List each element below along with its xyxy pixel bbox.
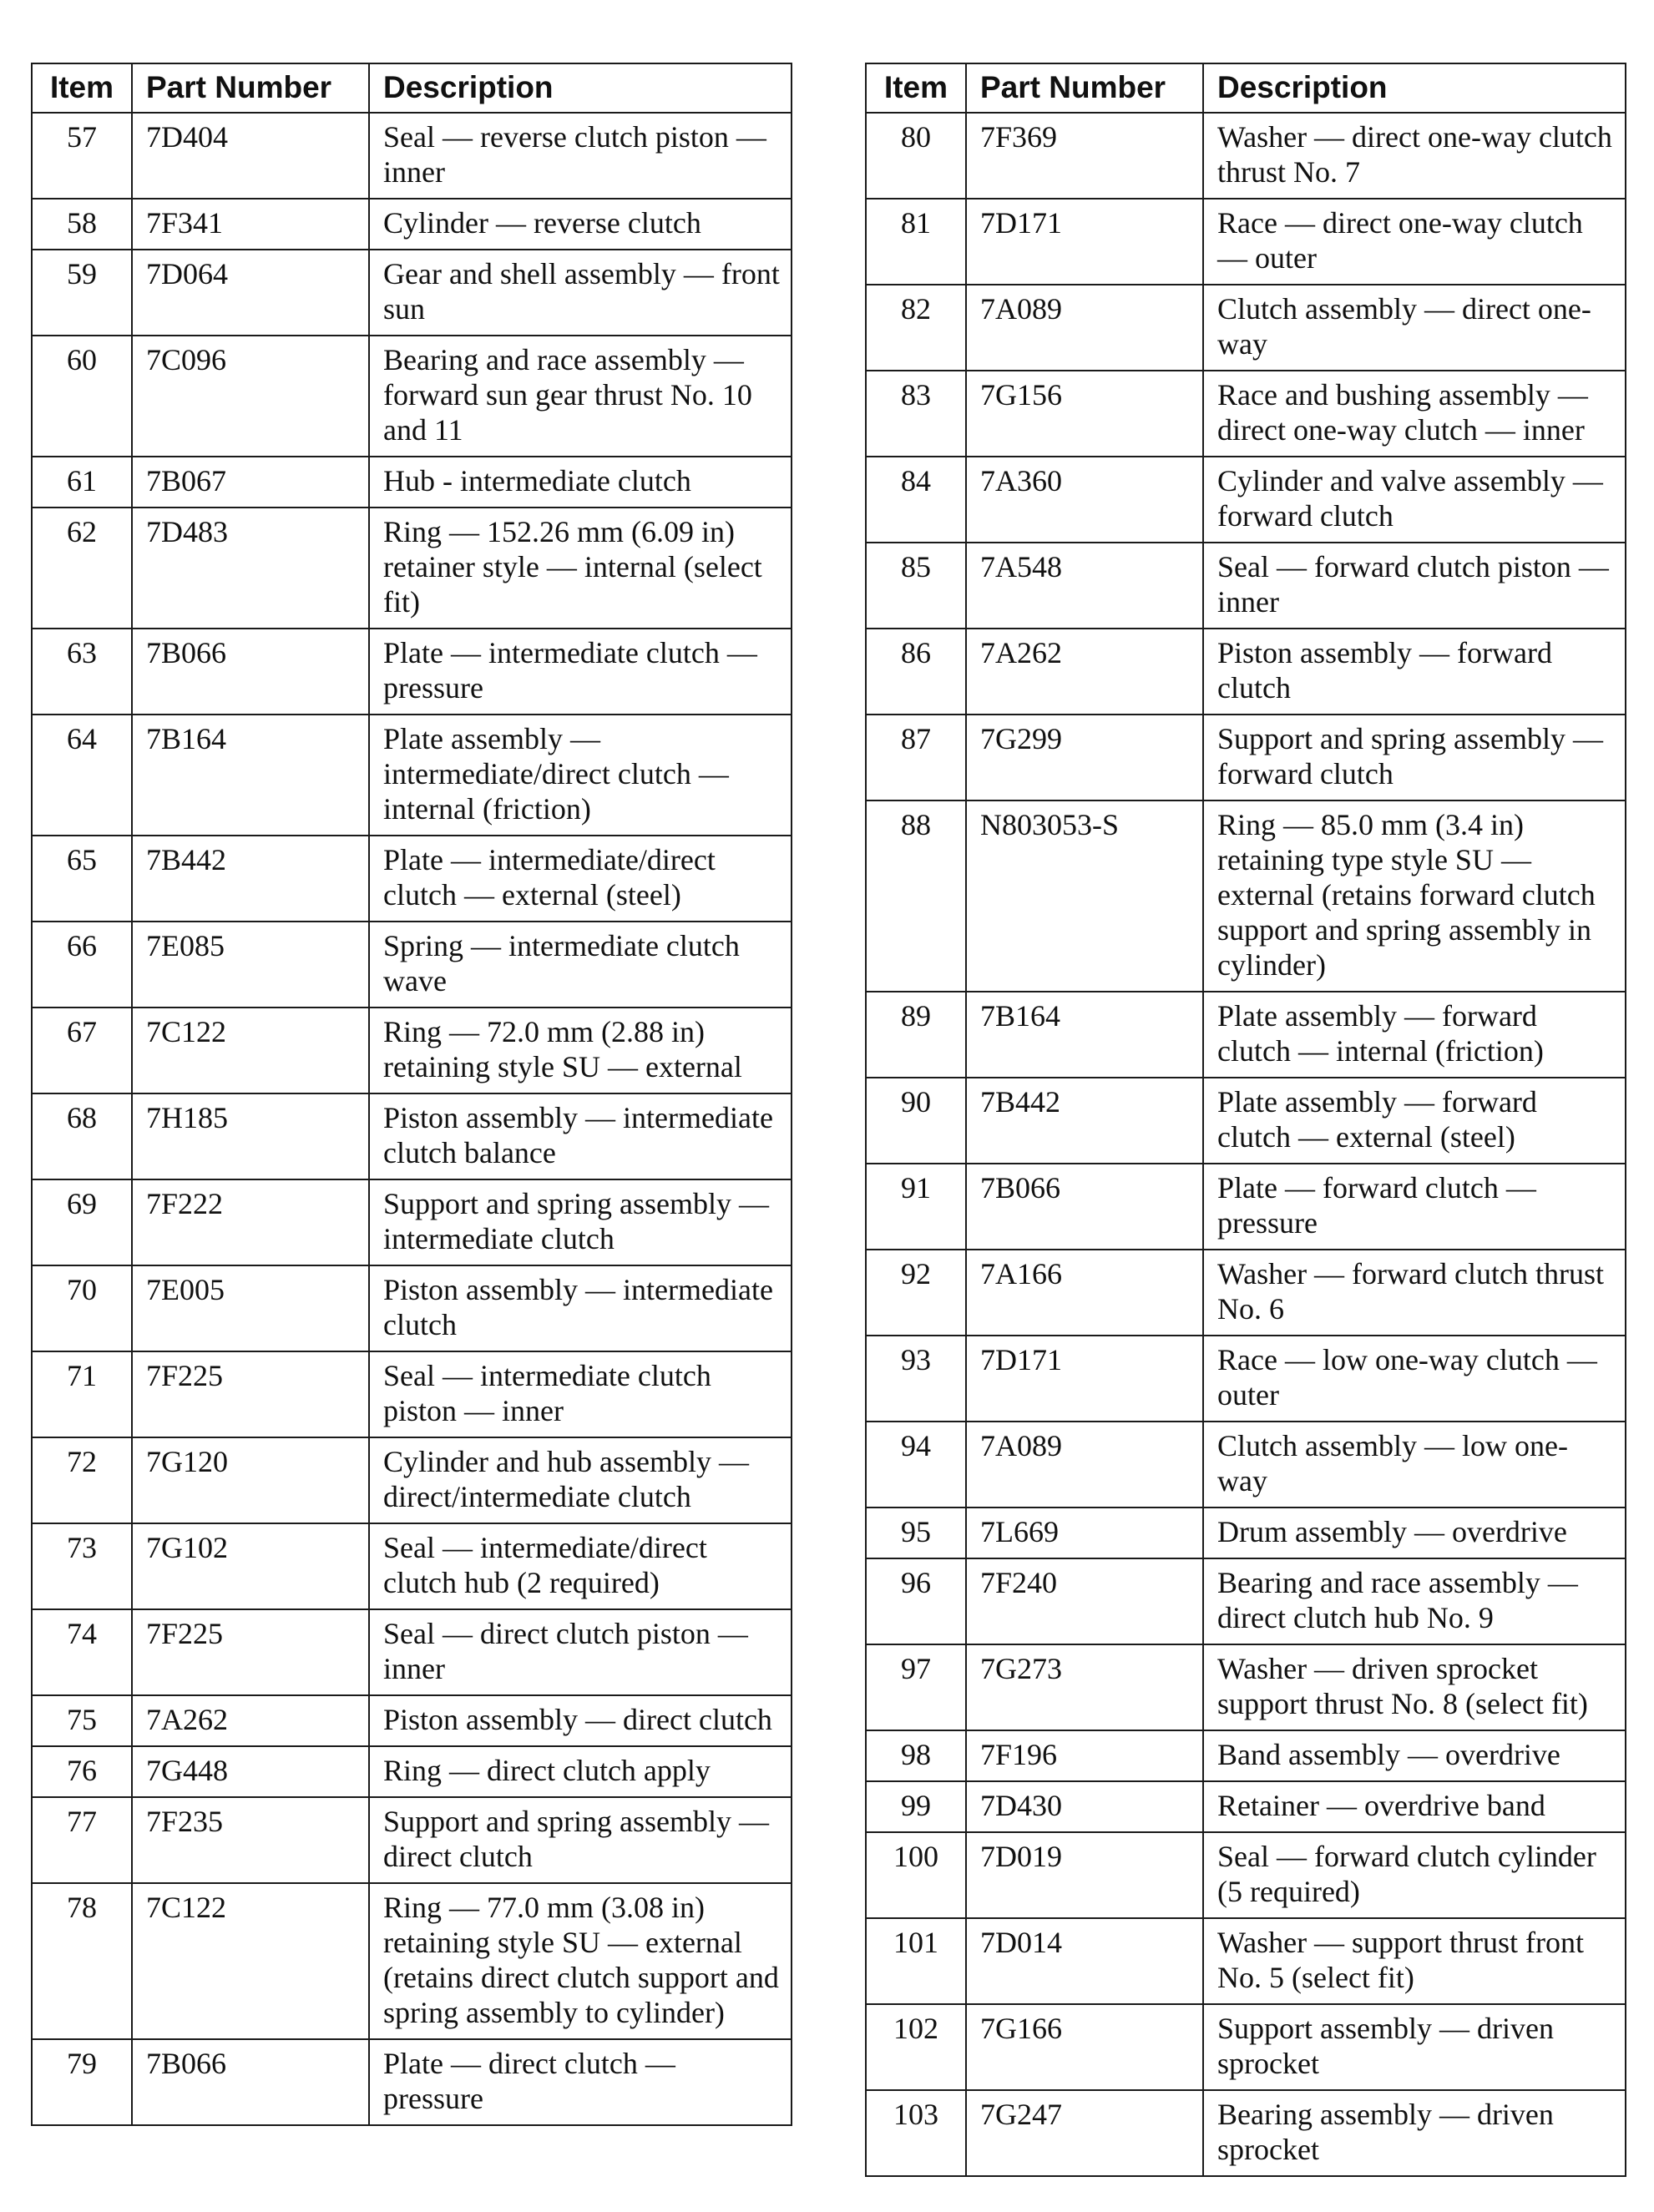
description-cell: Retainer — overdrive band <box>1203 1781 1626 1832</box>
table-row <box>866 1644 1626 1730</box>
part-number-cell: 7H185 <box>132 1093 369 1179</box>
part-number-cell: 7A166 <box>966 1250 1203 1336</box>
part-number-cell: N803053-S <box>966 800 1203 992</box>
table-row <box>866 1781 1626 1832</box>
description-cell: Washer — forward clutch thrust No. 6 <box>1203 1250 1626 1336</box>
part-number-cell: 7B164 <box>132 715 369 836</box>
description-cell: Ring — 152.26 mm (6.09 in) retainer style — internal (select fit) <box>369 508 792 629</box>
table-row <box>32 1609 792 1695</box>
table-row <box>866 800 1626 992</box>
header-description: Description <box>1203 63 1626 113</box>
item-cell: 73 <box>32 1523 132 1609</box>
item-cell: 63 <box>32 629 132 715</box>
part-number-cell: 7F225 <box>132 1351 369 1437</box>
part-number-cell: 7D171 <box>966 199 1203 285</box>
part-number-cell: 7C096 <box>132 336 369 457</box>
item-cell: 99 <box>866 1781 966 1832</box>
parts-table-right <box>865 63 1626 2177</box>
table-row <box>866 1832 1626 1918</box>
item-cell: 65 <box>32 836 132 922</box>
part-number-cell: 7E005 <box>132 1265 369 1351</box>
description-cell: Ring — direct clutch apply <box>369 1746 792 1797</box>
part-number-cell: 7G247 <box>966 2090 1203 2176</box>
description-cell: Ring — 72.0 mm (2.88 in) retaining style SU — external <box>369 1008 792 1093</box>
item-cell: 88 <box>866 800 966 992</box>
item-cell: 62 <box>32 508 132 629</box>
header-description: Description <box>369 63 792 113</box>
header-item: Item <box>866 63 966 113</box>
table-row <box>32 336 792 457</box>
description-cell: Bearing assembly — driven sprocket <box>1203 2090 1626 2176</box>
description-cell: Washer — support thrust front No. 5 (select fit) <box>1203 1918 1626 2004</box>
item-cell: 97 <box>866 1644 966 1730</box>
description-cell: Support and spring assembly — direct clutch <box>369 1797 792 1883</box>
item-cell: 93 <box>866 1336 966 1422</box>
part-number-cell: 7B442 <box>966 1078 1203 1164</box>
item-cell: 101 <box>866 1918 966 2004</box>
table-row <box>32 1179 792 1265</box>
table-row <box>32 1883 792 2039</box>
table-row <box>32 1093 792 1179</box>
description-cell: Support and spring assembly — intermediate clutch <box>369 1179 792 1265</box>
item-cell: 68 <box>32 1093 132 1179</box>
description-cell: Seal — reverse clutch piston — inner <box>369 113 792 199</box>
item-cell: 92 <box>866 1250 966 1336</box>
part-number-cell: 7A262 <box>132 1695 369 1746</box>
table-body-right <box>866 113 1626 2176</box>
part-number-cell: 7D483 <box>132 508 369 629</box>
part-number-cell: 7D430 <box>966 1781 1203 1832</box>
description-cell: Cylinder and valve assembly — forward clutch <box>1203 457 1626 543</box>
description-cell: Support and spring assembly — forward clutch <box>1203 715 1626 800</box>
table-row <box>32 113 792 199</box>
part-number-cell: 7C122 <box>132 1883 369 2039</box>
table-row <box>866 2004 1626 2090</box>
item-cell: 67 <box>32 1008 132 1093</box>
description-cell: Band assembly — overdrive <box>1203 1730 1626 1781</box>
table-row <box>866 629 1626 715</box>
table-row <box>866 2090 1626 2176</box>
description-cell: Plate assembly — forward clutch — external (steel) <box>1203 1078 1626 1164</box>
part-number-cell: 7B067 <box>132 457 369 508</box>
table-row <box>32 1523 792 1609</box>
part-number-cell: 7F235 <box>132 1797 369 1883</box>
part-number-cell: 7G156 <box>966 371 1203 457</box>
description-cell: Hub - intermediate clutch <box>369 457 792 508</box>
item-cell: 74 <box>32 1609 132 1695</box>
table-row <box>32 1437 792 1523</box>
part-number-cell: 7G299 <box>966 715 1203 800</box>
description-cell: Seal — intermediate clutch piston — inner <box>369 1351 792 1437</box>
part-number-cell: 7G102 <box>132 1523 369 1609</box>
description-cell: Clutch assembly — low one-way <box>1203 1422 1626 1507</box>
table-row <box>32 1797 792 1883</box>
part-number-cell: 7B066 <box>132 2039 369 2125</box>
item-cell: 57 <box>32 113 132 199</box>
item-cell: 95 <box>866 1507 966 1558</box>
item-cell: 91 <box>866 1164 966 1250</box>
description-cell: Support assembly — driven sprocket <box>1203 2004 1626 2090</box>
table-row <box>866 1422 1626 1507</box>
description-cell: Gear and shell assembly — front sun <box>369 250 792 336</box>
description-cell: Plate — forward clutch — pressure <box>1203 1164 1626 1250</box>
table-row <box>866 199 1626 285</box>
table-row <box>32 508 792 629</box>
item-cell: 83 <box>866 371 966 457</box>
part-number-cell: 7B066 <box>132 629 369 715</box>
part-number-cell: 7B164 <box>966 992 1203 1078</box>
table-row <box>32 1695 792 1746</box>
part-number-cell: 7L669 <box>966 1507 1203 1558</box>
item-cell: 84 <box>866 457 966 543</box>
item-cell: 69 <box>32 1179 132 1265</box>
header-part-number: Part Number <box>966 63 1203 113</box>
description-cell: Plate — intermediate/direct clutch — external (steel) <box>369 836 792 922</box>
item-cell: 96 <box>866 1558 966 1644</box>
item-cell: 71 <box>32 1351 132 1437</box>
table-row <box>32 457 792 508</box>
table-row <box>32 715 792 836</box>
header-part-number: Part Number <box>132 63 369 113</box>
table-row <box>866 1250 1626 1336</box>
table-row <box>866 1078 1626 1164</box>
table-row <box>32 1351 792 1437</box>
header-item: Item <box>32 63 132 113</box>
table-body-left <box>32 113 792 2125</box>
part-number-cell: 7F222 <box>132 1179 369 1265</box>
table-row <box>32 1265 792 1351</box>
item-cell: 76 <box>32 1746 132 1797</box>
part-number-cell: 7F240 <box>966 1558 1203 1644</box>
description-cell: Ring — 77.0 mm (3.08 in) retaining style SU — external (retains direct clutch support and spring assembly to cylinder) <box>369 1883 792 2039</box>
item-cell: 75 <box>32 1695 132 1746</box>
item-cell: 102 <box>866 2004 966 2090</box>
item-cell: 66 <box>32 922 132 1008</box>
item-cell: 85 <box>866 543 966 629</box>
part-number-cell: 7F225 <box>132 1609 369 1695</box>
description-cell: Race — low one-way clutch — outer <box>1203 1336 1626 1422</box>
item-cell: 89 <box>866 992 966 1078</box>
item-cell: 100 <box>866 1832 966 1918</box>
description-cell: Cylinder — reverse clutch <box>369 199 792 250</box>
description-cell: Race and bushing assembly — direct one-way clutch — inner <box>1203 371 1626 457</box>
part-number-cell: 7A262 <box>966 629 1203 715</box>
table-row <box>866 543 1626 629</box>
table-row <box>866 715 1626 800</box>
part-number-cell: 7F341 <box>132 199 369 250</box>
description-cell: Plate assembly — intermediate/direct clutch — internal (friction) <box>369 715 792 836</box>
description-cell: Bearing and race assembly — forward sun gear thrust No. 10 and 11 <box>369 336 792 457</box>
table-row <box>32 1008 792 1093</box>
part-number-cell: 7D014 <box>966 1918 1203 2004</box>
table-row <box>32 1746 792 1797</box>
description-cell: Seal — forward clutch cylinder (5 required) <box>1203 1832 1626 1918</box>
table-row <box>32 250 792 336</box>
description-cell: Seal — forward clutch piston — inner <box>1203 543 1626 629</box>
item-cell: 80 <box>866 113 966 199</box>
item-cell: 72 <box>32 1437 132 1523</box>
item-cell: 61 <box>32 457 132 508</box>
item-cell: 64 <box>32 715 132 836</box>
description-cell: Seal — direct clutch piston — inner <box>369 1609 792 1695</box>
table-row <box>866 1336 1626 1422</box>
item-cell: 90 <box>866 1078 966 1164</box>
part-number-cell: 7C122 <box>132 1008 369 1093</box>
description-cell: Plate assembly — forward clutch — internal (friction) <box>1203 992 1626 1078</box>
description-cell: Spring — intermediate clutch wave <box>369 922 792 1008</box>
part-number-cell: 7D019 <box>966 1832 1203 1918</box>
description-cell: Plate — intermediate clutch — pressure <box>369 629 792 715</box>
description-cell: Cylinder and hub assembly — direct/intermediate clutch <box>369 1437 792 1523</box>
table-row <box>32 922 792 1008</box>
description-cell: Washer — direct one-way clutch thrust No. 7 <box>1203 113 1626 199</box>
part-number-cell: 7G166 <box>966 2004 1203 2090</box>
part-number-cell: 7A089 <box>966 285 1203 371</box>
part-number-cell: 7G273 <box>966 1644 1203 1730</box>
table-row <box>32 2039 792 2125</box>
part-number-cell: 7D064 <box>132 250 369 336</box>
table-row <box>866 1730 1626 1781</box>
header-row <box>32 63 792 113</box>
description-cell: Washer — driven sprocket support thrust No. 8 (select fit) <box>1203 1644 1626 1730</box>
part-number-cell: 7B442 <box>132 836 369 922</box>
table-row <box>866 371 1626 457</box>
description-cell: Seal — intermediate/direct clutch hub (2 required) <box>369 1523 792 1609</box>
table-row <box>32 629 792 715</box>
description-cell: Piston assembly — intermediate clutch <box>369 1265 792 1351</box>
part-number-cell: 7B066 <box>966 1164 1203 1250</box>
table-row <box>866 1507 1626 1558</box>
parts-table-left <box>31 63 792 2126</box>
table-row <box>866 285 1626 371</box>
item-cell: 103 <box>866 2090 966 2176</box>
description-cell: Clutch assembly — direct one-way <box>1203 285 1626 371</box>
item-cell: 77 <box>32 1797 132 1883</box>
part-number-cell: 7A360 <box>966 457 1203 543</box>
item-cell: 60 <box>32 336 132 457</box>
table-row <box>866 1164 1626 1250</box>
part-number-cell: 7D404 <box>132 113 369 199</box>
table-row <box>32 199 792 250</box>
description-cell: Plate — direct clutch — pressure <box>369 2039 792 2125</box>
description-cell: Race — direct one-way clutch — outer <box>1203 199 1626 285</box>
table-row <box>866 1918 1626 2004</box>
item-cell: 79 <box>32 2039 132 2125</box>
item-cell: 94 <box>866 1422 966 1507</box>
part-number-cell: 7E085 <box>132 922 369 1008</box>
description-cell: Ring — 85.0 mm (3.4 in) retaining type style SU — external (retains forward clutch support and spring assembly in cylinder) <box>1203 800 1626 992</box>
table-row <box>32 836 792 922</box>
item-cell: 58 <box>32 199 132 250</box>
item-cell: 81 <box>866 199 966 285</box>
item-cell: 82 <box>866 285 966 371</box>
description-cell: Bearing and race assembly — direct clutch hub No. 9 <box>1203 1558 1626 1644</box>
item-cell: 78 <box>32 1883 132 2039</box>
item-cell: 59 <box>32 250 132 336</box>
description-cell: Drum assembly — overdrive <box>1203 1507 1626 1558</box>
description-cell: Piston assembly — direct clutch <box>369 1695 792 1746</box>
part-number-cell: 7A089 <box>966 1422 1203 1507</box>
part-number-cell: 7F369 <box>966 113 1203 199</box>
item-cell: 98 <box>866 1730 966 1781</box>
item-cell: 87 <box>866 715 966 800</box>
table-row <box>866 992 1626 1078</box>
part-number-cell: 7A548 <box>966 543 1203 629</box>
table-row <box>866 113 1626 199</box>
part-number-cell: 7G120 <box>132 1437 369 1523</box>
description-cell: Piston assembly — intermediate clutch balance <box>369 1093 792 1179</box>
description-cell: Piston assembly — forward clutch <box>1203 629 1626 715</box>
item-cell: 70 <box>32 1265 132 1351</box>
table-row <box>866 1558 1626 1644</box>
header-row <box>866 63 1626 113</box>
item-cell: 86 <box>866 629 966 715</box>
part-number-cell: 7F196 <box>966 1730 1203 1781</box>
part-number-cell: 7D171 <box>966 1336 1203 1422</box>
table-row <box>866 457 1626 543</box>
part-number-cell: 7G448 <box>132 1746 369 1797</box>
